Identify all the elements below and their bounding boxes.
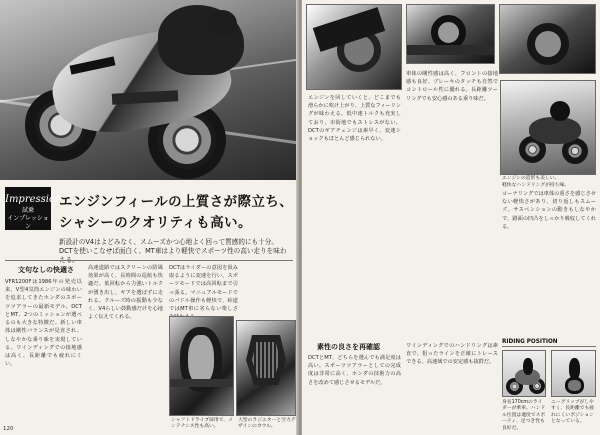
lead-text: 新設計のV4はよどみなく、スムーズかつ心地よく回って質感的にも十分。DCTを使いこなせば面白く、MT車はより軽快でスポーツ性の高い走りを味わ <box>59 238 287 255</box>
impression-sub-1: 試乗 <box>21 207 34 214</box>
left-column-1: VFR1200Fは1986年の発売以来、V型4気筒エンジンの味わいを追求してきたホンダのスポーツツアラーの最新モデル。DCTとMT、2つのミッションが選べるのも大きな特徴だ。新しい車体は剛性バランスが見直され、しなやかな乗り味を実現している。ワインディングでの接地感は高く、長距離でも疲れにくい。 <box>5 279 82 368</box>
caption-1: シャフトドライブ採用で、メンテナンス性も高い。 <box>171 418 233 430</box>
impression-badge <box>5 187 62 230</box>
shaft-drive-photo <box>169 316 234 416</box>
radiator-photo <box>236 320 296 416</box>
headline-line-2: シャシーのクオリティも高い。 <box>59 216 252 231</box>
top-detail-photo-1 <box>306 4 402 90</box>
right-page <box>302 0 600 435</box>
photo-caption-1: エンジンの造形も美しい。 <box>502 176 560 181</box>
main-riding-photo <box>0 0 298 180</box>
page-number: 120 <box>3 426 14 432</box>
riding-position-caption-2: ニーグリップがしやすく、長距離でも疲れにくいポジションとなっている。 <box>551 400 595 425</box>
right-column-1: エンジンを回していくと、どこまでも滑らかに吹け上がり、上質なフィーリングが味わえる。低中速トルクも充実しており、市街地でもストレスがない。DCTのギアチェンジは素早く、変速ショックもほとんど感じられない。 <box>308 95 401 143</box>
riding-position-photo-1 <box>502 350 546 397</box>
right-column-4: DCTとMT、どちらを選んでも満足度は高い。スポーツツアラーとしての完成度は非常に高く、ホンダの技術力の高さを改めて感じさせるモデルだ。 <box>308 355 401 386</box>
riding-position-caption-1: 身長170cmのライダーが乗車。ハンドル位置は適度でスポーティ、足つき性も良好だ。 <box>502 400 546 431</box>
caption-2: 大型のラジエターと空力デザインのカウル。 <box>238 418 296 430</box>
divider <box>5 260 293 261</box>
right-riding-photo <box>500 80 596 175</box>
left-column-3: DCTはライダーの意図を汲み取るように変速を行い、スポーツモードでは高回転まで引っ張る。マニュアルモードでのパドル操作も軽快で、峠道ではMT車に劣らない楽しさ <box>169 265 238 313</box>
riding-position-rule <box>502 346 596 347</box>
impression-sub-2: インプレッション <box>7 215 49 230</box>
right-column-2: 車体の剛性感は高く、フロントの接地感も良好。ブレーキのタッチも自然でコントロール性に優れる。長距離ツーリングでも安心感のある乗り味だ。 <box>406 71 498 102</box>
riding-position-photo-2 <box>551 350 596 397</box>
right-column-5: ワインディングでのハンドリングは素直で、狙ったラインを正確にトレースできる。高速域での安定感も抜群だ。 <box>406 343 498 366</box>
impression-label: Impression <box>5 194 62 205</box>
riding-position-label: RIDING POSITION <box>502 339 558 345</box>
left-page <box>0 0 298 435</box>
top-detail-photo-3 <box>499 4 596 74</box>
photo-caption-2: 軽快なハンドリングが持ち味。 <box>502 183 570 188</box>
section-title-left: 文句なしの快適さ <box>18 266 74 274</box>
section-title-right: 素性の良さを再確認 <box>317 343 380 351</box>
left-column-2: 高速道路ではスクリーンの防風効果が高く、長時間の巡航も快適だ。低回転から力強いトルクが湧き出し、ギアを選ばずに走れる。クルーズ時の振動も少なく、V4らしい鼓動感だけを心地よく伝えてくれる。 <box>88 265 163 321</box>
headline-line-1: エンジンフィールの上質さが際立ち、 <box>59 195 294 210</box>
right-column-3: コーナリングでは車体の重さを感じさせない軽快さがあり、切り返しもスムーズ。サスペンションの動きもしなやかで、路面の凹凸をしっかり吸収してくれる。 <box>502 191 596 230</box>
top-detail-photo-2 <box>406 4 495 64</box>
